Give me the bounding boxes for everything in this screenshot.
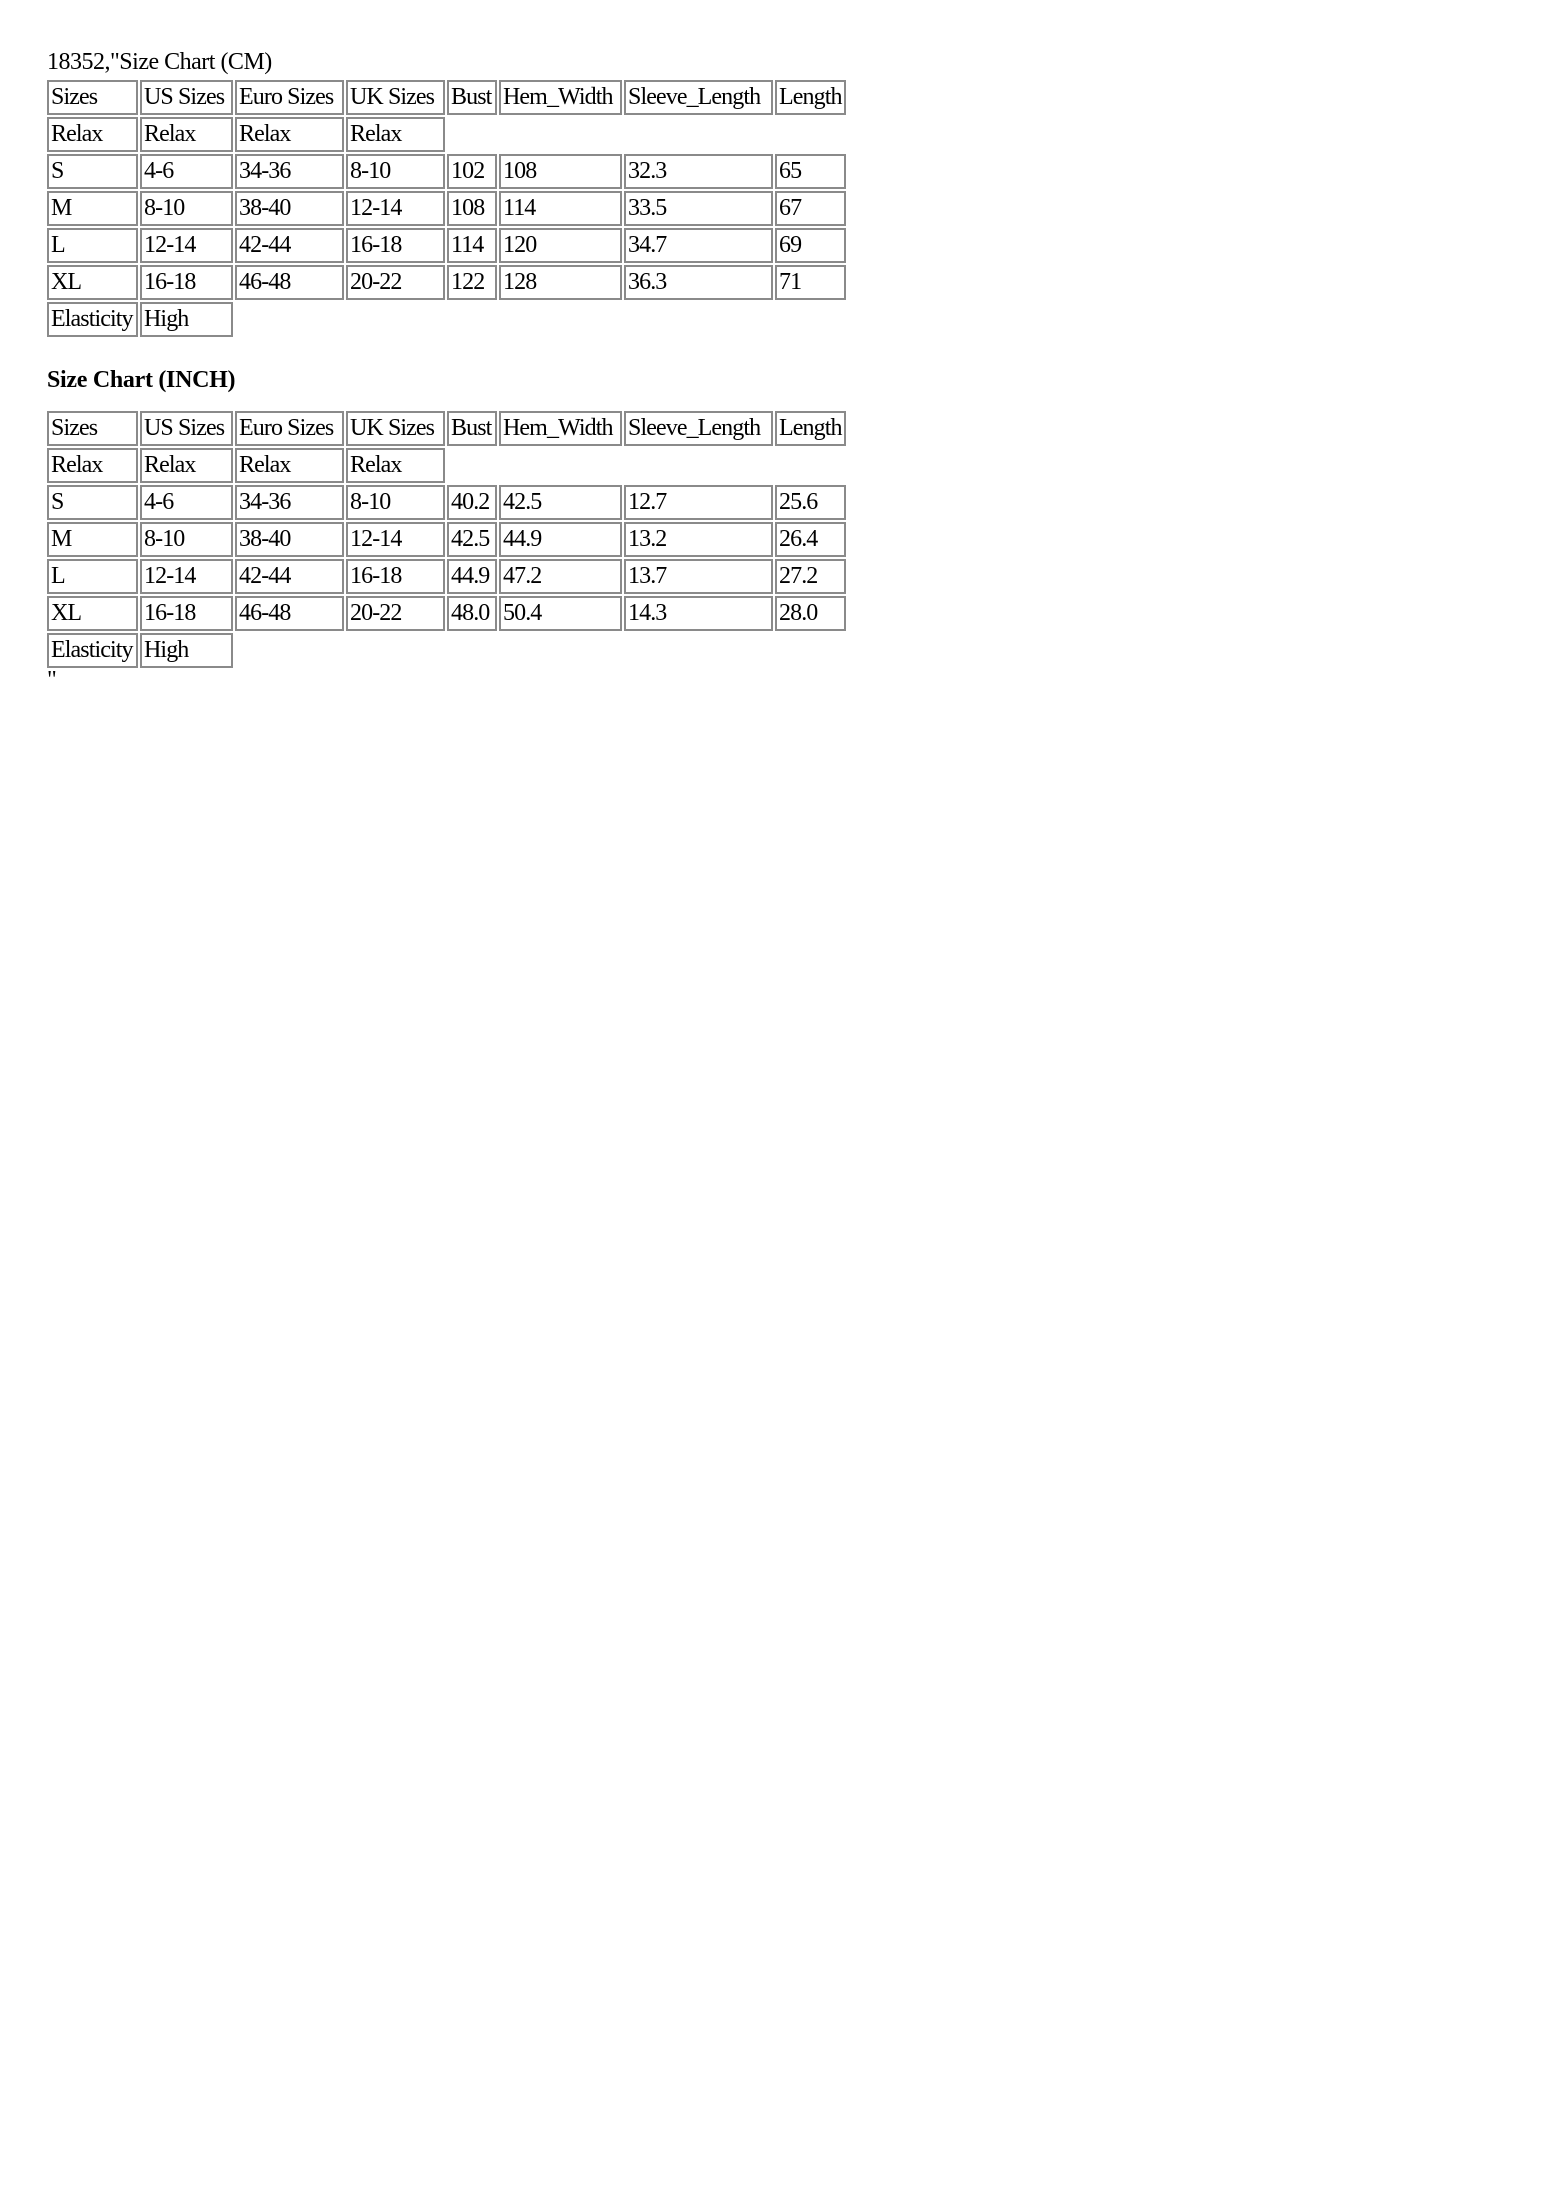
table-cell: 32.3 <box>624 154 773 189</box>
table-cell: 67 <box>775 191 846 226</box>
table-cell: 28.0 <box>775 596 846 631</box>
table-cell: 34.7 <box>624 228 773 263</box>
header-cell: Hem_Width <box>499 80 622 115</box>
table-cell: Elasticity <box>47 302 138 337</box>
table-cell: 8-10 <box>346 485 445 520</box>
header-cell: US Sizes <box>140 411 233 446</box>
header-cell: Sleeve_Length <box>624 80 773 115</box>
table-cell: 108 <box>499 154 622 189</box>
table-cell: 47.2 <box>499 559 622 594</box>
table-cell: 36.3 <box>624 265 773 300</box>
table-cell: Relax <box>346 117 445 152</box>
table-cell: 40.2 <box>447 485 497 520</box>
table-cell: XL <box>47 596 138 631</box>
table-cell: 33.5 <box>624 191 773 226</box>
table-cell: 34-36 <box>235 485 344 520</box>
table-cell: Relax <box>235 117 344 152</box>
table-row <box>47 154 846 189</box>
relax-row <box>47 448 846 483</box>
table-row <box>47 596 846 631</box>
table-cell: Relax <box>235 448 344 483</box>
table-cell: M <box>47 522 138 557</box>
table-header-row <box>47 80 846 115</box>
table-cell: High <box>140 302 233 337</box>
table-cell: 12-14 <box>140 228 233 263</box>
size-chart-cm-table <box>45 78 848 339</box>
table-cell: 46-48 <box>235 265 344 300</box>
header-cell: Length <box>775 411 846 446</box>
table-cell: 16-18 <box>346 559 445 594</box>
table-cell: S <box>47 154 138 189</box>
table-cell: 4-6 <box>140 154 233 189</box>
table-cell: 8-10 <box>346 154 445 189</box>
table-cell: Relax <box>140 117 233 152</box>
elasticity-row <box>47 633 846 668</box>
table-cell: 34-36 <box>235 154 344 189</box>
empty-cell <box>235 302 846 337</box>
table-header-row <box>47 411 846 446</box>
table-cell: M <box>47 191 138 226</box>
table-cell: High <box>140 633 233 668</box>
header-cell: Hem_Width <box>499 411 622 446</box>
header-cell: UK Sizes <box>346 411 445 446</box>
table-cell: Elasticity <box>47 633 138 668</box>
table-cell: 8-10 <box>140 522 233 557</box>
table-cell: 13.7 <box>624 559 773 594</box>
table-row <box>47 228 846 263</box>
table-cell: 38-40 <box>235 522 344 557</box>
table-row <box>47 265 846 300</box>
table-cell: 38-40 <box>235 191 344 226</box>
table-cell: 12.7 <box>624 485 773 520</box>
table-cell: 4-6 <box>140 485 233 520</box>
table-cell: 120 <box>499 228 622 263</box>
header-cell: Sizes <box>47 411 138 446</box>
table-cell: 8-10 <box>140 191 233 226</box>
header-cell: Euro Sizes <box>235 411 344 446</box>
table-cell: 25.6 <box>775 485 846 520</box>
header-cell: US Sizes <box>140 80 233 115</box>
table-cell: 65 <box>775 154 846 189</box>
size-chart-inch-table <box>45 409 848 670</box>
elasticity-row <box>47 302 846 337</box>
header-cell: Bust <box>447 411 497 446</box>
table-row <box>47 191 846 226</box>
table-cell: 122 <box>447 265 497 300</box>
table-cell: 128 <box>499 265 622 300</box>
table-cell: 42.5 <box>447 522 497 557</box>
table-cell: 46-48 <box>235 596 344 631</box>
table-cell: 13.2 <box>624 522 773 557</box>
header-cell: Sleeve_Length <box>624 411 773 446</box>
table-cell: Relax <box>47 448 138 483</box>
empty-cell <box>447 117 846 152</box>
closing-quote: " <box>47 667 57 693</box>
table-cell: 44.9 <box>447 559 497 594</box>
table-cell: L <box>47 559 138 594</box>
table-cell: 102 <box>447 154 497 189</box>
table-cell: 42-44 <box>235 559 344 594</box>
table-cell: 16-18 <box>140 265 233 300</box>
table-cell: 114 <box>499 191 622 226</box>
table-cell: L <box>47 228 138 263</box>
table-cell: 114 <box>447 228 497 263</box>
table-row <box>47 522 846 557</box>
table-cell: 20-22 <box>346 596 445 631</box>
table-cell: Relax <box>140 448 233 483</box>
table-cell: 20-22 <box>346 265 445 300</box>
header-cell: Sizes <box>47 80 138 115</box>
table-cell: 26.4 <box>775 522 846 557</box>
table-row <box>47 559 846 594</box>
inch-section-title: Size Chart (INCH) <box>47 367 236 393</box>
table-cell: Relax <box>47 117 138 152</box>
relax-row <box>47 117 846 152</box>
table-cell: 42-44 <box>235 228 344 263</box>
table-cell: Relax <box>346 448 445 483</box>
header-cell: Bust <box>447 80 497 115</box>
table-cell: 69 <box>775 228 846 263</box>
table-cell: 108 <box>447 191 497 226</box>
table-cell: 42.5 <box>499 485 622 520</box>
table-cell: 12-14 <box>346 522 445 557</box>
table-cell: XL <box>47 265 138 300</box>
table-cell: 50.4 <box>499 596 622 631</box>
table-cell: 16-18 <box>346 228 445 263</box>
document-heading: 18352,"Size Chart (CM) <box>47 49 272 75</box>
table-cell: 48.0 <box>447 596 497 631</box>
table-row <box>47 485 846 520</box>
empty-cell <box>235 633 846 668</box>
table-cell: S <box>47 485 138 520</box>
table-cell: 71 <box>775 265 846 300</box>
table-cell: 27.2 <box>775 559 846 594</box>
header-cell: UK Sizes <box>346 80 445 115</box>
header-cell: Euro Sizes <box>235 80 344 115</box>
table-cell: 16-18 <box>140 596 233 631</box>
document-page <box>47 47 947 693</box>
table-cell: 44.9 <box>499 522 622 557</box>
empty-cell <box>447 448 846 483</box>
header-cell: Length <box>775 80 846 115</box>
table-cell: 12-14 <box>140 559 233 594</box>
table-cell: 12-14 <box>346 191 445 226</box>
table-cell: 14.3 <box>624 596 773 631</box>
